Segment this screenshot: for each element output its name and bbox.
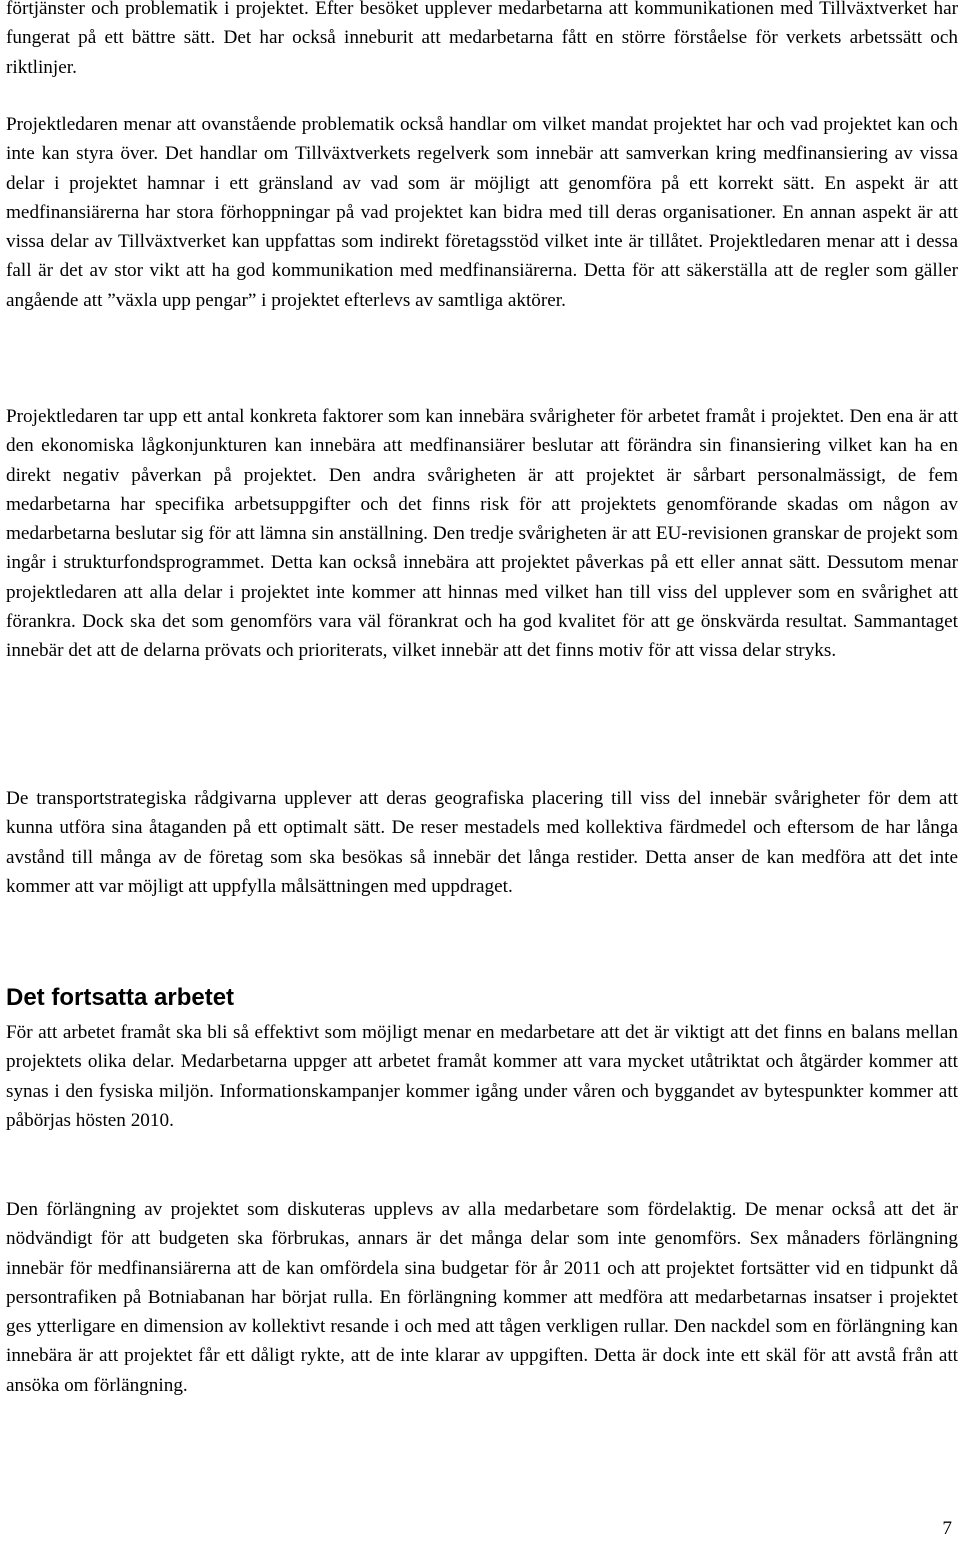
body-paragraph: Projektledaren tar upp ett antal konkreta faktorer som kan innebära svårigheter för arbetet framåt i projektet. Den ena är att den ekonomiska lågkonjunkturen kan innebära att medfinansiärer beslutar att förändra sin finansiering vilket kan ha en direkt negativ påverkan på projektet. Den andra svårigheten är att projektet är sårbart personalmässigt, de fem medarbetarna har specifika arbetsuppgifter och det finns risk för att projektets genomförande skadas om någon av medarbetarna beslutar sig för att lämna sin anställning. Den tredje svårigheten är att EU-revisionen granskar de projekt som ingår i strukturfondsprogrammet. Detta kan också innebära att projektet påverkas på ett eller annat sätt. Dessutom menar projektledaren att alla delar i projektet inte kommer att hinnas med vilket han till viss del upplever som en svårighet att förankra. Dock ska det som genomförs vara väl förankrat och ha god kvalitet för att ge önskvärda resultat. Sammantaget innebär det att de delarna prövats och prioriterats, vilket innebär att det finns motiv för att vissa delar stryks.	[6, 406, 958, 662]
section-heading: Det fortsatta arbetet	[6, 984, 235, 1011]
body-paragraph: För att arbetet framåt ska bli så effektivt som möjligt menar en medarbetare att det är viktigt att det finns en balans mellan projektets olika delar. Medarbetarna uppger att arbetet framåt kommer att vara mycket utåtriktat och åtgärder kommer att synas i den fysiska miljön. Informationskampanjer kommer igång under våren och byggandet av bytespunkter kommer att påbörjas hösten 2010.	[6, 1022, 958, 1131]
body-paragraph: De transportstrategiska rådgivarna upplever att deras geografiska placering till viss del innebär svårigheter för dem att kunna utföra sina åtaganden på ett optimalt sätt. De reser mestadels med kollektiva färdmedel och eftersom de har långa avstånd till många av de företag som ska besökas så innebär det långa restider. Detta anser de kan medföra att det inte kommer att var möjligt att uppfylla målsättningen med uppdraget.	[6, 788, 958, 897]
body-paragraph: förtjänster och problematik i projektet. Efter besöket upplever medarbetarna att kommunikationen med Tillväxtverket har fungerat på ett bättre sätt. Det har också inneburit att medarbetarna fått en större förståelse för verkets arbetssätt och riktlinjer.	[6, 0, 958, 78]
page-number: 7	[942, 1518, 952, 1539]
body-paragraph: Projektledaren menar att ovanstående problematik också handlar om vilket mandat projektet har och vad projektet kan och inte kan styra över. Det handlar om Tillväxtverkets regelverk som innebär att samverkan kring medfinansiering av vissa delar i projektet hamnar i ett gränsland av vad som är möjligt att genomföra på ett korrekt sätt. En aspekt är att medfinansiärerna har stora förhoppningar på vad projektet kan bidra med till deras organisationer. En annan aspekt är att vissa delar av Tillväxtverket kan uppfattas som indirekt företagsstöd vilket inte är tillåtet. Projektledaren menar att i dessa fall är det av stor vikt att ha god kommunikation med medfinansiärerna. Detta för att säkerställa att de regler som gäller angående att ”växla upp pengar” i projektet efterlevs av samtliga aktörer.	[6, 114, 958, 311]
body-paragraph: Den förlängning av projektet som diskuteras upplevs av alla medarbetare som fördelaktig. De menar också att det är nödvändigt för att budgeten ska förbrukas, annars är det många delar som inte genomförs. Sex månaders förlängning innebär för medfinansiärerna att de kan omfördela sina budgetar för år 2011 och att projektet fortsätter vid en tidpunkt då persontrafiken på Botniabanan har börjat rulla. En förlängning kommer att medföra att medarbetarnas insatser i projektet ges ytterligare en dimension av kollektivt resande i och med att tågen verkligen rullar. Den nackdel som en förlängning kan innebära är att projektet får ett dåligt rykte, att de inte klarar av uppgiften. Detta är dock inte ett skäl för att avstå från att ansöka om förlängning.	[6, 1199, 958, 1396]
